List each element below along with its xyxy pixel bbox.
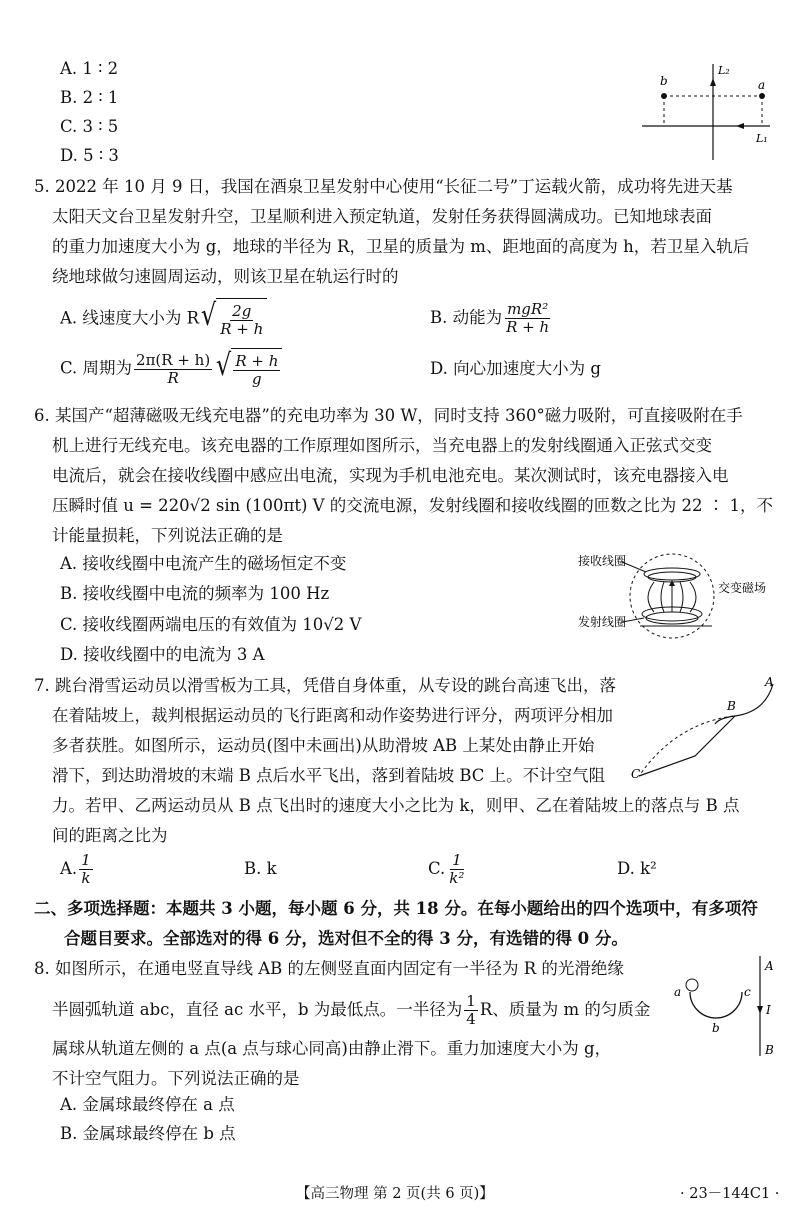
q8-label-b: b	[712, 1021, 720, 1035]
q8-option-b: B. 金属球最终停在 b 点	[60, 1124, 236, 1143]
q8-line-2: 半圆弧轨道 abc，直径 ac 水平，b 为最低点。一半径为 $\frac{1}{4}$ R、质量为 m 的匀质金	[52, 992, 651, 1028]
section2-heading-1: 二、多项选择题：本题共 3 小题，每小题 6 分，共 18 分。在每小题给出的四个选项中，有多项符	[34, 899, 758, 918]
q8-label-I: I	[766, 1003, 771, 1017]
q7-label-a: A	[765, 675, 774, 689]
q6-label-field: 交变磁场	[718, 581, 767, 595]
section2-heading-2: 合题目要求。全部选对的得 6 分，选对但不全的得 3 分，有选错的得 0 分。	[64, 929, 628, 948]
q5-line-4: 绕地球做匀速圆周运动，则该卫星在轨运行时的	[52, 267, 399, 286]
q8-label-c: c	[744, 985, 751, 999]
q8-label-A: A	[765, 959, 774, 973]
q5-line-2: 太阳天文台卫星发射升空，卫星顺利进入预定轨道，发射任务获得圆满成功。已知地球表面	[52, 207, 712, 226]
q5-option-b: B. 动能为 $\frac{\text{mgR²}}{R + h}$	[430, 300, 550, 336]
q5-option-c: C. 周期为 $\frac{2\pi(R + h)}{R}$ √ $\frac{R + h}{g}$	[60, 348, 282, 390]
q8-label-B: B	[765, 1043, 774, 1057]
q7-label-c: C	[631, 767, 641, 781]
q4-option-d: D. 5 ∶ 3	[60, 146, 119, 165]
q7-ski-figure	[625, 672, 790, 784]
q6-label-recv: 接收线圈	[578, 554, 627, 568]
q6-line-1: 6. 某国产“超薄磁吸无线充电器”的充电功率为 30 W，同时支持 360°磁力吸附，可直接吸附在手	[34, 406, 743, 425]
footer-right: · 23－144C1 ·	[680, 1186, 780, 1202]
q7-line-5: 力。若甲、乙两运动员从 B 点飞出时的速度大小之比为 k，则甲、乙在着陆坡上的落点与 B 点	[52, 796, 740, 815]
q6-option-d: D. 接收线圈中的电流为 3 A	[60, 645, 265, 664]
q8-line-3: 属球从轨道左侧的 a 点(a 点与球心同高)由静止滑下。重力加速度大小为 g，	[52, 1039, 612, 1058]
q4-figure	[640, 58, 790, 164]
footer-center: 【高三物理 第 2 页(共 6 页)】	[296, 1186, 494, 1202]
q7-line-2: 在着陆坡上，裁判根据运动员的飞行距离和动作姿势进行评分，两项评分相加	[52, 706, 613, 725]
q5-line-1: 5. 2022 年 10 月 9 日，我国在酒泉卫星发射中心使用“长征二号”丁运载火箭，成功将先进天基	[34, 177, 733, 196]
q7-line-4: 滑下，到达助滑坡的末端 B 点后水平飞出，落到着陆坡 BC 上。不计空气阻	[52, 766, 606, 785]
q8-line-1: 8. 如图所示，在通电竖直导线 AB 的左侧竖直面内固定有一半径为 R 的光滑绝缘	[34, 959, 624, 978]
q4-option-b: B. 2 ∶ 1	[60, 88, 119, 107]
q8-arc-figure	[670, 952, 788, 1062]
q6-line-5: 计能量损耗，下列说法正确的是	[52, 526, 283, 545]
q6-option-a: A. 接收线圈中电流产生的磁场恒定不变	[60, 554, 347, 573]
q8-line-4: 不计空气阻力。下列说法正确的是	[52, 1069, 300, 1088]
q7-line-3: 多者获胜。如图所示，运动员(图中未画出)从助滑坡 AB 上某处由静止开始	[52, 736, 595, 755]
q8-label-a: a	[674, 985, 682, 999]
q6-coil-figure	[572, 548, 788, 648]
q6-line-4: 压瞬时值 u = 220√2 sin (100πt) V 的交流电源，发射线圈和接收线圈的匝数之比为 22 ∶ 1，不	[52, 496, 774, 515]
q4-label-l2: L₂	[718, 64, 730, 77]
q4-option-c: C. 3 ∶ 5	[60, 117, 119, 136]
q6-option-b: B. 接收线圈中电流的频率为 100 Hz	[60, 584, 330, 603]
q6-option-c: C. 接收线圈两端电压的有效值为 10√2 V	[60, 615, 362, 634]
q7-option-d: D. k²	[617, 859, 657, 878]
q6-line-2: 机上进行无线充电。该充电器的工作原理如图所示，当充电器上的发射线圈通入正弦式交变	[52, 436, 712, 455]
q6-label-send: 发射线圈	[578, 615, 627, 629]
q4-option-a: A. 1 ∶ 2	[60, 59, 119, 78]
q4-label-a: a	[758, 78, 766, 92]
q7-option-b: B. k	[244, 859, 277, 878]
q7-line-6: 间的距离之比为	[52, 826, 168, 845]
q7-line-1: 7. 跳台滑雪运动员以滑雪板为工具，凭借自身体重，从专设的跳台高速飞出，落	[34, 676, 616, 695]
q6-line-3: 电流后，就会在接收线圈中感应出电流，实现为手机电池充电。某次测试时，该充电器接入电	[52, 466, 729, 485]
q4-label-b: b	[660, 74, 668, 88]
q5-line-3: 的重力加速度大小为 g，地球的半径为 R，卫星的质量为 m、距地面的高度为 h，若卫星入轨后	[52, 237, 750, 256]
q7-option-a: A. $\frac{1}{k}$	[60, 851, 91, 887]
q7-option-c: C. $\frac{1}{\text{k²}}$	[428, 851, 465, 887]
q7-label-b: B	[727, 699, 736, 713]
q5-option-a: A. 线速度大小为 R √ $\frac{2g}{R + h}$	[60, 298, 267, 340]
q4-label-l1: L₁	[756, 132, 768, 145]
q8-option-a: A. 金属球最终停在 a 点	[60, 1095, 235, 1114]
q5-option-d: D. 向心加速度大小为 g	[430, 359, 601, 378]
